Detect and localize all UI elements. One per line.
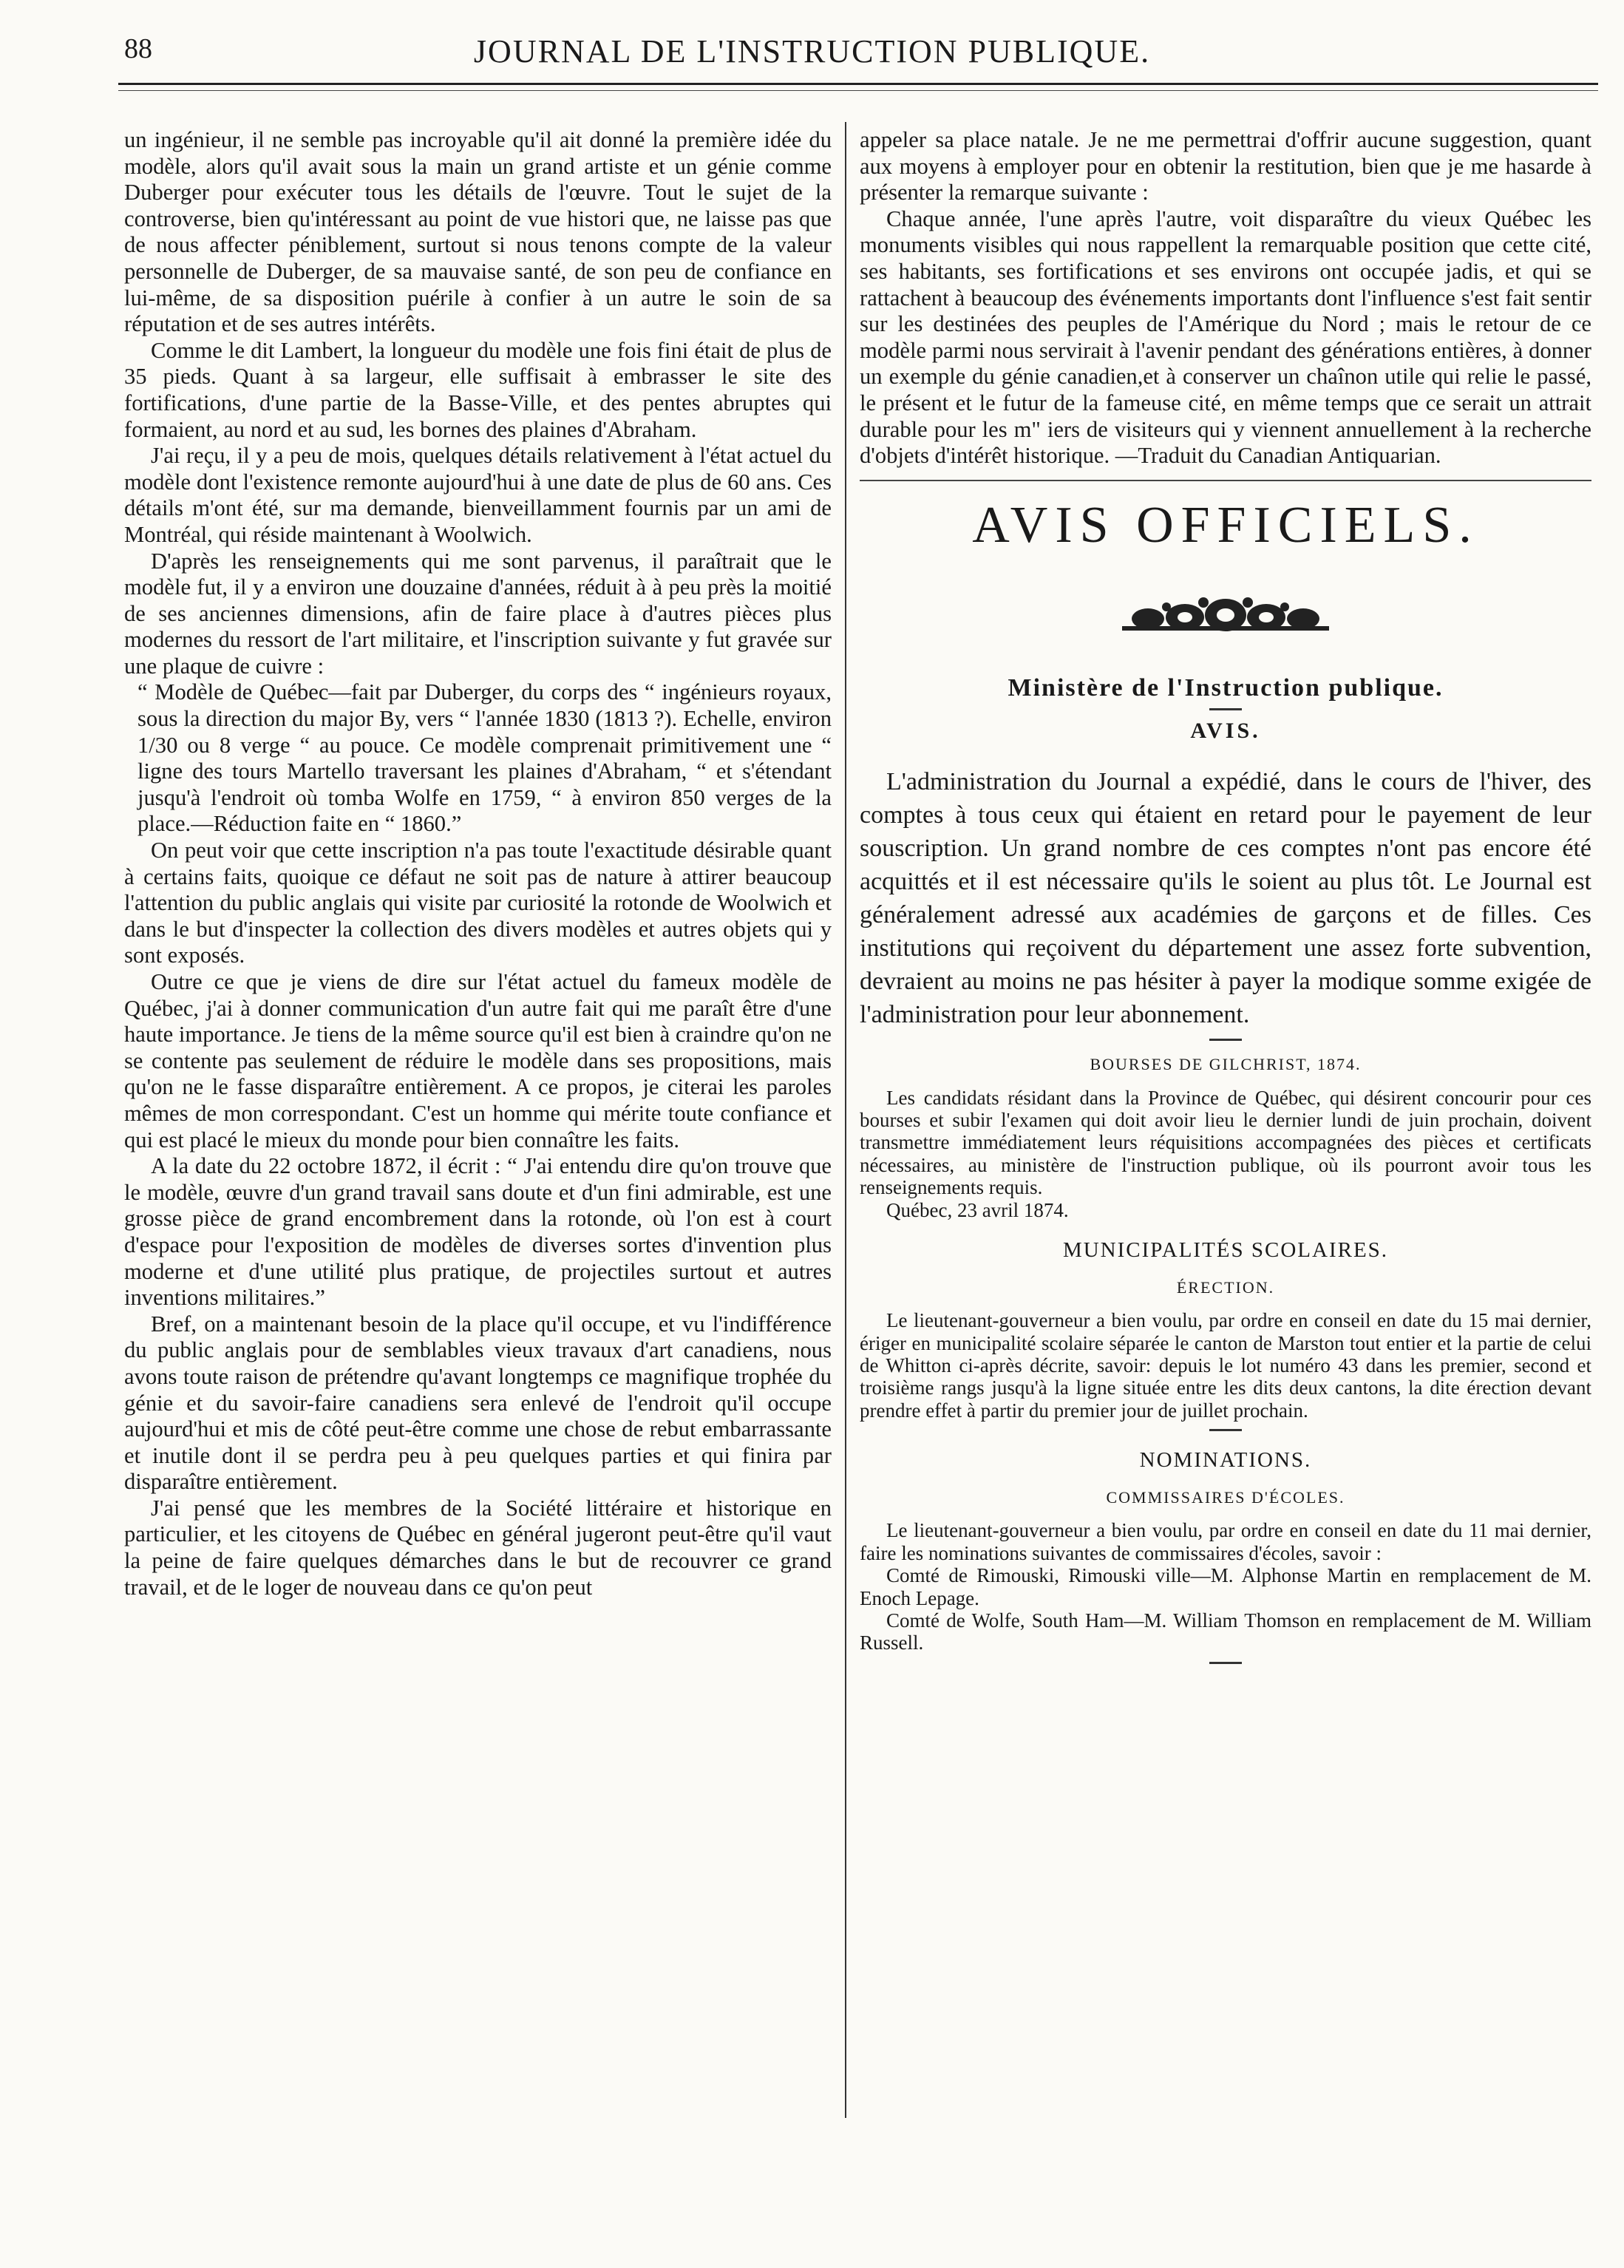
header-rule <box>118 83 1598 85</box>
nomination-entry: Comté de Wolfe, South Ham—M. William Thomson en remplacement de M. William Russell. <box>860 1609 1591 1654</box>
nominations-heading: NOMINATIONS. <box>1139 1448 1312 1473</box>
bourses-heading: BOURSES DE GILCHRIST, 1874. <box>1090 1054 1362 1073</box>
header-rule-thin <box>118 90 1598 91</box>
left-paragraph: D'après les renseignements qui me sont parvenus, il paraîtrait que le modèle fut, il y a environ une douzaine d'années, réduit à à peu près la moitié de ses anciennes dimensions, afin de faire place à d'autres pièces plus modernes du ressort de l'art militaire, et l'inscription suivante y fut gravée sur une plaque de cuivre : <box>124 548 832 679</box>
commissaires-label: COMMISSAIRES D'ÉCOLES. <box>1106 1487 1345 1507</box>
plaque-inscription-quote: “ Modèle de Québec—fait par Duberger, du corps des “ ingénieurs royaux, sous la direction du major By, vers “ l'année 1830 (1813 ?). Echelle, environ 1/30 ou 8 verge “ au pouce. Ce modèle comprenait primitivement une “ ligne des tours Martello traversant les plaines d'Abraham, “ et s'étendant jusqu'à l'endroit où tomba Wolfe en 1759, “ à environ 850 verges de la place.—Réduction faite en “ 1860.” <box>137 679 832 837</box>
section-title: AVIS OFFICIELS. <box>972 496 1479 554</box>
left-paragraph: Bref, on a maintenant besoin de la place qu'il occupe, et vu l'indifférence du public anglais pour de semblables vieux travaux d'art canadiens, nous avons toute raison de prétendre qu'avant longtemps ce magnifique trophée du génie et du savoir-faire canadiens sera enlevé de l'endroit qu'il occupe aujourd'hui et mis de côté peut-être comme une chose de rebut embarrassante et inutile dont il se perdra peu à peu quelques parties et qui finira par disparaître entièrement. <box>124 1311 832 1495</box>
page-header <box>0 0 1624 111</box>
section-divider <box>860 480 1591 481</box>
left-paragraph: un ingénieur, il ne semble pas incroyable qu'il ait donné la première idée du modèle, alors qu'il avait sous la main un grand artiste et un génie comme Duberger pour exécuter tous les détails de l'œuvre. Tout le sujet de la controverse, bien qu'intéressant au point de vue histori que, ne laisse pas que de nous affecter péniblement, surtout si nous tenons compte de la valeur personnelle de Duberger, de sa mauvaise santé, de son peu de confiance en lui-même, de sa disposition puérile à confier à un autre le soin de sa réputation et de ses autres intérêts. <box>124 127 832 337</box>
short-rule <box>1209 1429 1242 1431</box>
erection-label: ÉRECTION. <box>1176 1277 1275 1297</box>
left-paragraph: J'ai reçu, il y a peu de mois, quelques détails relativement à l'état actuel du modèle dont l'existence remonte aujourd'hui à une date de plus de 60 ans. Ces détails m'ont été, sur ma demande, bienveillamment fournis par un ami de Montréal, qui réside maintenant à Woolwich. <box>124 443 832 547</box>
ornament-vignette <box>1115 589 1336 641</box>
left-paragraph: Outre ce que je viens de dire sur l'état actuel du fameux modèle de Québec, j'ai à donner communication d'un autre fait qui me paraît être d'une haute importance. Je tiens de la même source qu'il est bien à craindre qu'on ne se contente pas seulement de réduire le modèle dans ses propositions, mais qu'on ne le fasse disparaître entièrement. A ce propos, je citerai les paroles mêmes de mon correspondant. C'est un homme qui mérite toute confiance et qui est placé le mieux du monde pour bien connaître les faits. <box>124 969 832 1152</box>
ministry-heading: Ministère de l'Instruction publique. <box>1008 673 1444 702</box>
erection-paragraph: Le lieutenant-gouverneur a bien voulu, par ordre en conseil en date du 15 mai dernier, ériger en municipalité scolaire séparée le canton de Marston tout entier et la partie de celui de Whitton ci-après décrite, savoir: depuis le lot numéro 43 dans les premier, second et troisième rangs jusqu'à la ligne située entre les dits deux cantons, la dite érection devant prendre effet à partir du premier jour de juillet prochain. <box>860 1309 1591 1422</box>
left-paragraph: Comme le dit Lambert, la longueur du modèle une fois fini était de plus de 35 pieds. Quant à sa largeur, elle suffisait à embrasser le site des fortifications, d'une partie de la Basse-Ville, et des pentes abruptes qui formaient, au nord et au sud, les bornes des plaines d'Abraham. <box>124 337 832 442</box>
page-number: 88 <box>124 33 152 64</box>
short-rule <box>1209 1662 1242 1664</box>
column-divider <box>845 122 846 2118</box>
left-paragraph: A la date du 22 octobre 1872, il écrit : “ J'ai entendu dire qu'on trouve que le modèle, œuvre d'un grand travail sans doute et d'un fini admirable, est une grosse pièce de grand encombrement dans la rotonde, où l'on est à court d'espace pour l'exposition de modèles de diverses sortes d'invention plus moderne et d'une utilité plus pratique, de projectiles surtout et autres inventions militaires.” <box>124 1153 832 1311</box>
avis-paragraph: L'administration du Journal a expédié, dans le cours de l'hiver, des comptes à tous ceux qui étaient en retard pour le payement de leur souscription. Un grand nombre de ces comptes n'ont pas encore été acquittés et il est nécessaire qu'ils le soient au plus tôt. Le Journal est généralement adressé aux académies de garçons et de filles. Ces institutions qui reçoivent du département une assez forte subvention, devraient au moins ne pas hésiter à payer la modique somme exigée de l'administration pour leur abonnement. <box>860 767 1591 1028</box>
left-paragraph: J'ai pensé que les membres de la Société littéraire et historique en particulier, et les citoyens de Québec en général jugeront peut-être qu'il vaut la peine de faire quelques démarches dans le but de recouvrer ce grand travail, et de le loger de nouveau dans ce qu'on peut <box>124 1495 832 1600</box>
right-paragraph: appeler sa place natale. Je ne me permettrai d'offrir aucune suggestion, quant aux moyens à employer pour en obtenir la restitution, bien que je me hasarde à présenter la remarque suivante : <box>860 127 1591 206</box>
left-column <box>124 127 832 1600</box>
short-rule <box>1209 1039 1242 1041</box>
right-column <box>860 127 1591 1671</box>
right-paragraph: Chaque année, l'une après l'autre, voit disparaître du vieux Québec les monuments visibles qui nous rappellent la remarquable position que cette cité, ses habitants, ses fortifications et ses environs ont occupée jadis, et qui se rattachent à beaucoup des événements importants dont l'influence s'est fait sentir sur les destinées des peuples de l'Amérique du Nord ; mais le retour de ce modèle parmi nous servirait à l'avenir pendant des générations entières, à donner un exemple du génie canadien,et à conserver un chaînon utile qui relie le passé, le présent et le futur de la fameuse cité, en même temps que ce serait un attrait durable pour les m" iers de visiteurs qui y viennent annuellement à la recherche d'objets d'intérêt historique. —Traduit du Canadian Antiquarian. <box>860 206 1591 469</box>
nominations-paragraph: Le lieutenant-gouverneur a bien voulu, par ordre en conseil en date du 11 mai dernier, faire les nominations suivantes de commissaires d'écoles, savoir : <box>860 1519 1591 1564</box>
nomination-entry: Comté de Rimouski, Rimouski ville—M. Alphonse Martin en remplacement de M. Enoch Lepage. <box>860 1564 1591 1609</box>
bourses-paragraph: Les candidats résidant dans la Province de Québec, qui désirent concourir pour ces bourses et subir l'examen qui doit avoir lieu le dernier lundi de juin prochain, doivent transmettre immédiatement leurs réquisitions accompagnées des pièces et certificats nécessaires, au ministère de l'instruction publique, où ils pourront avoir tous les renseignements requis. <box>860 1086 1591 1199</box>
short-rule <box>1209 708 1242 710</box>
bourses-date: Québec, 23 avril 1874. <box>886 1198 1069 1221</box>
municipalites-heading: MUNICIPALITÉS SCOLAIRES. <box>1062 1237 1389 1262</box>
left-paragraph: On peut voir que cette inscription n'a pas toute l'exactitude désirable quant à certains faits, quoique ce défaut ne soit pas de nature à attirer beaucoup l'attention du public anglais qui visite par curiosité la rotonde de Woolwich et dans le but d'inspecter la collection des divers modèles et autres objets qui y sont exposés. <box>124 838 832 968</box>
avis-label: AVIS. <box>1190 719 1261 744</box>
journal-title: JOURNAL DE L'INSTRUCTION PUBLIQUE. <box>473 33 1151 69</box>
